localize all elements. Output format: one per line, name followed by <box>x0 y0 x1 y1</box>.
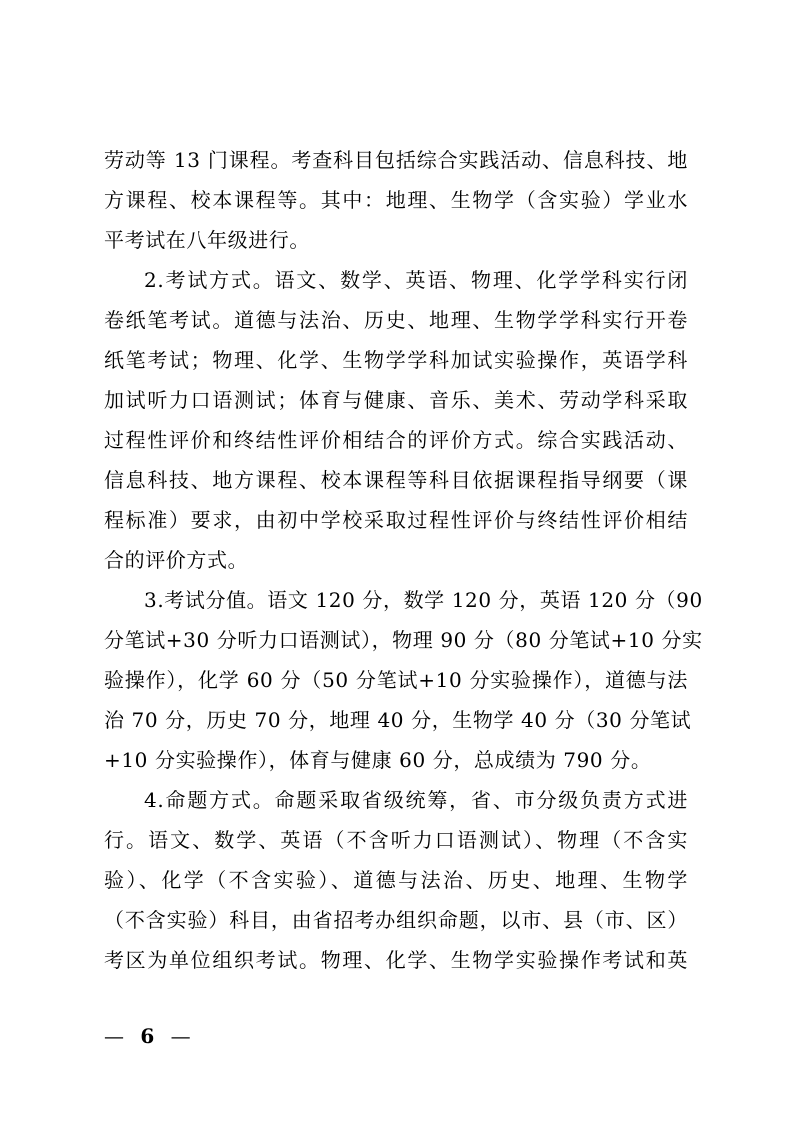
text-line: 验操作），化学 60 分（50 分笔试+10 分实验操作），道德与法 <box>104 668 688 692</box>
text-line: 行。语文、数学、英语（不含听力口语测试）、物理（不含实 <box>104 828 688 852</box>
text-line: 程标准）要求，由初中学校采取过程性评价与终结性评价相结 <box>104 508 688 532</box>
text-line: 治 70 分，历史 70 分，地理 40 分，生物学 40 分（30 分笔试 <box>104 708 692 732</box>
text-line: 加试听力口语测试；体育与健康、音乐、美术、劳动学科采取 <box>104 388 688 412</box>
text-line: 3.考试分值。语文 120 分，数学 120 分，英语 120 分（90 <box>144 588 703 612</box>
text-line: 卷纸笔考试。道德与法治、历史、地理、生物学学科实行开卷 <box>104 308 688 332</box>
footer-dash-left: — <box>104 1024 124 1048</box>
page-footer <box>104 1022 191 1050</box>
text-line: +10 分实验操作），体育与健康 60 分，总成绩为 790 分。 <box>104 748 652 772</box>
text-line: 劳动等 13 门课程。考查科目包括综合实践活动、信息科技、地 <box>104 148 688 172</box>
text-line: 4.命题方式。命题采取省级统筹，省、市分级负责方式进 <box>144 788 688 812</box>
text-line: 平考试在八年级进行。 <box>104 228 310 252</box>
text-line: 方课程、校本课程等。其中：地理、生物学（含实验）学业水 <box>104 188 688 212</box>
page-number: 6 <box>140 1024 155 1048</box>
text-line: 信息科技、地方课程、校本课程等科目依据课程指导纲要（课 <box>104 468 688 492</box>
text-line: （不含实验）科目，由省招考办组织命题，以市、县（市、区） <box>104 908 688 932</box>
text-line: 分笔试+30 分听力口语测试），物理 90 分（80 分笔试+10 分实 <box>104 628 703 652</box>
footer-dash-right: — <box>170 1024 191 1048</box>
text-line: 2.考试方式。语文、数学、英语、物理、化学学科实行闭 <box>144 268 688 292</box>
text-line: 验）、化学（不含实验）、道德与法治、历史、地理、生物学 <box>104 868 688 892</box>
text-line: 过程性评价和终结性评价相结合的评价方式。综合实践活动、 <box>104 428 688 452</box>
text-line: 考区为单位组织考试。物理、化学、生物学实验操作考试和英 <box>104 948 688 972</box>
text-line: 纸笔考试；物理、化学、生物学学科加试实验操作，英语学科 <box>104 348 688 372</box>
text-line: 合的评价方式。 <box>104 548 249 572</box>
